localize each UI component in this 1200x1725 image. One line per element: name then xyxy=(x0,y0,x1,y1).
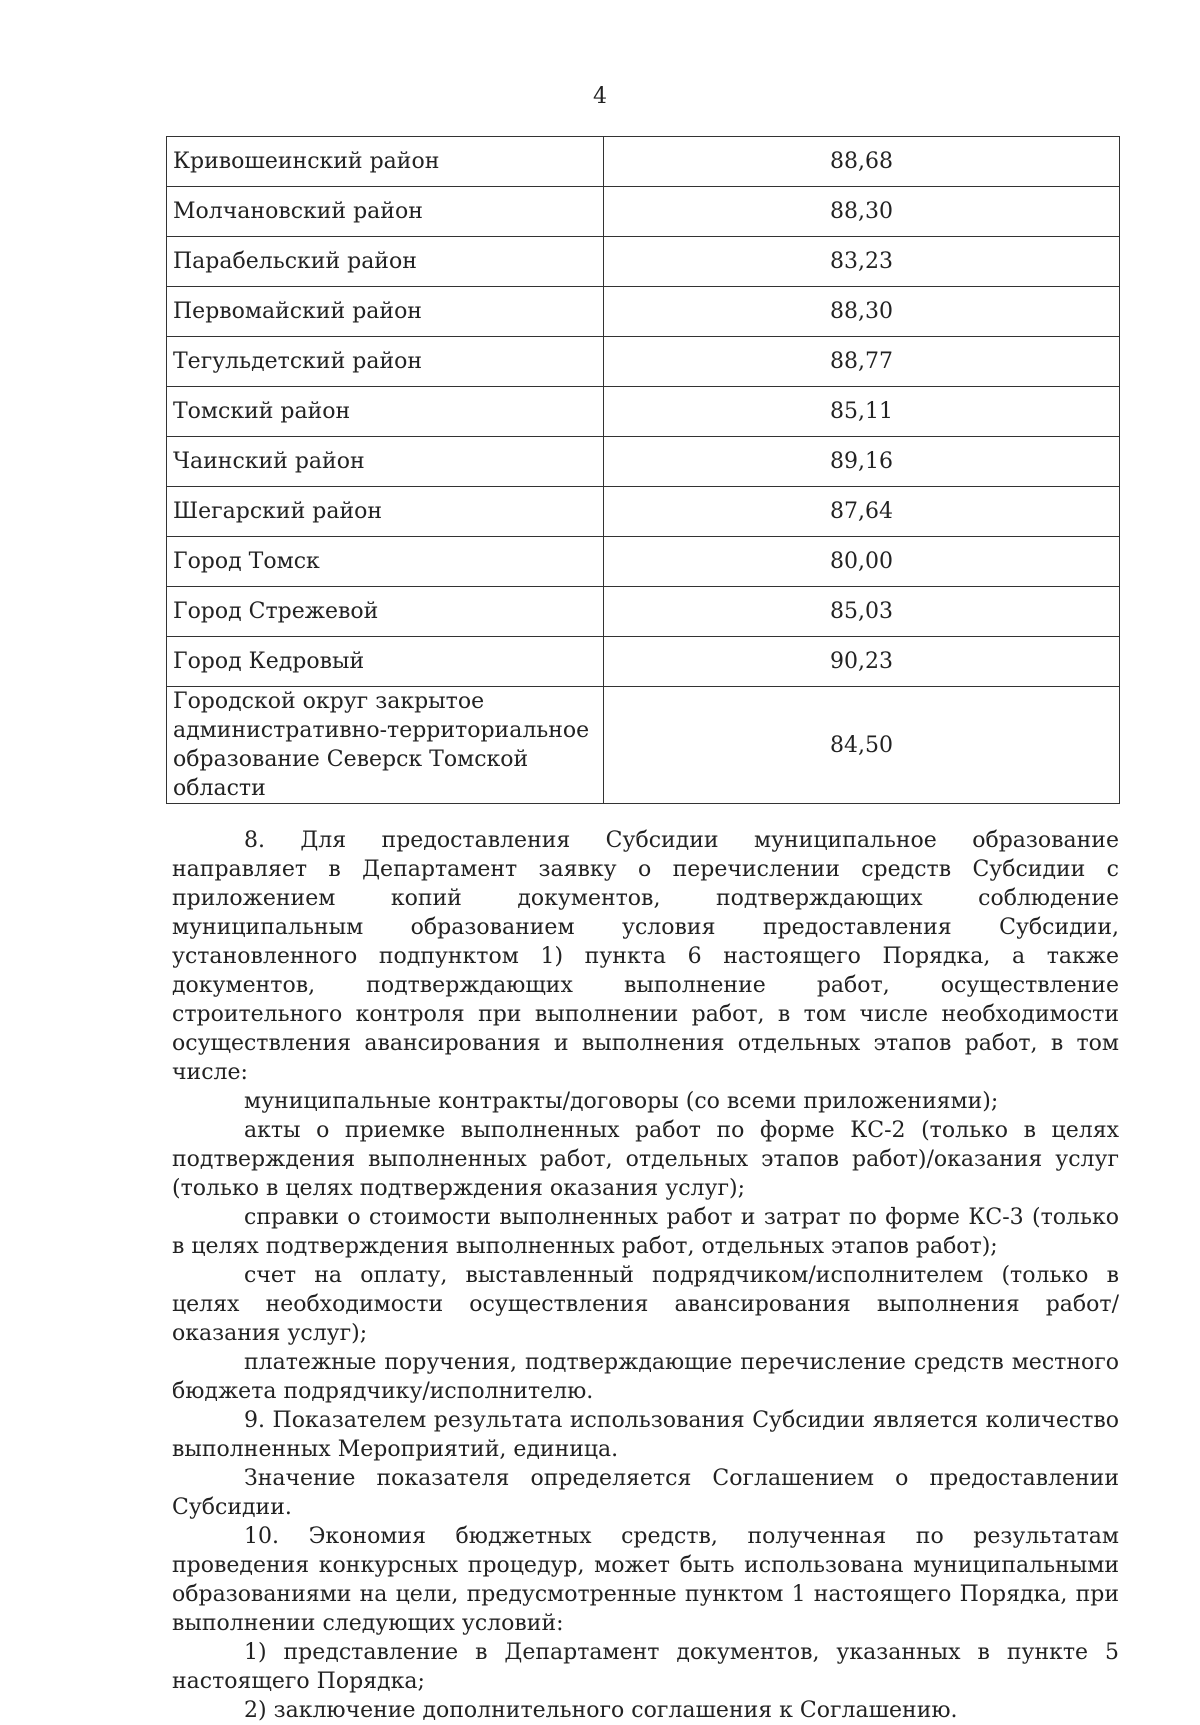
list-item: платежные поручения, подтверждающие перечисление средств местного бюджета подрядчику/исполнителю. xyxy=(172,1350,1119,1404)
district-value: 88,77 xyxy=(604,337,1120,387)
paragraph: Значение показателя определяется Соглашением о предоставлении Субсидии. xyxy=(172,1466,1119,1520)
district-value: 85,03 xyxy=(604,587,1120,637)
district-name: Городской округ закрытое административно-территориальное образование Северск Томской области xyxy=(167,687,604,804)
table-row xyxy=(167,387,1120,437)
list-item: 2) заключение дополнительного соглашения к Соглашению. xyxy=(244,1698,958,1723)
district-name: Чаинский район xyxy=(167,437,604,487)
table-row xyxy=(167,337,1120,387)
district-value: 80,00 xyxy=(604,537,1120,587)
district-name: Тегульдетский район xyxy=(167,337,604,387)
district-name: Город Кедровый xyxy=(167,637,604,687)
district-name: Кривошеинский район xyxy=(167,137,604,187)
district-value: 83,23 xyxy=(604,237,1120,287)
table-row xyxy=(167,637,1120,687)
district-value: 88,30 xyxy=(604,287,1120,337)
district-name: Город Томск xyxy=(167,537,604,587)
district-name: Томский район xyxy=(167,387,604,437)
district-value: 88,68 xyxy=(604,137,1120,187)
list-item: акты о приемке выполненных работ по форме КС-2 (только в целях подтверждения выполненных работ, отдельных этапов работ)/оказания услуг (только в целях подтверждения оказания услуг); xyxy=(172,1118,1119,1201)
district-name: Город Стрежевой xyxy=(167,587,604,637)
table-row xyxy=(167,137,1120,187)
district-value: 90,23 xyxy=(604,637,1120,687)
district-value: 85,11 xyxy=(604,387,1120,437)
paragraph-10: 10. Экономия бюджетных средств, полученная по результатам проведения конкурсных процедур, может быть использована муниципальными образованиями на цели, предусмотренные пунктом 1 настоящего Порядка, при выполнении следующих условий: xyxy=(172,1524,1119,1636)
paragraph-9: 9. Показателем результата использования Субсидии является количество выполненных Мероприятий, единица. xyxy=(172,1408,1119,1462)
district-name: Шегарский район xyxy=(167,487,604,537)
table-row xyxy=(167,437,1120,487)
table-row xyxy=(167,587,1120,637)
district-name: Первомайский район xyxy=(167,287,604,337)
list-item: справки о стоимости выполненных работ и затрат по форме КС-3 (только в целях подтверждения выполненных работ, отдельных этапов работ); xyxy=(172,1205,1119,1259)
table-row xyxy=(167,537,1120,587)
body-text xyxy=(172,826,1119,1725)
paragraph-8: 8. Для предоставления Субсидии муниципальное образование направляет в Департамент заявку о перечислении средств Субсидии с приложением копий документов, подтверждающих соблюдение муниципальным образованием условия предоставления Субсидии, установленного подпунктом 1) пункта 6 настоящего Порядка, а также документов, подтверждающих выполнение работ, осуществление строительного контроля при выполнении работ, в том числе необходимости осуществления авансирования и выполнения отдельных этапов работ, в том числе: xyxy=(172,828,1119,1085)
table-row xyxy=(167,687,1120,804)
district-value: 87,64 xyxy=(604,487,1120,537)
district-value: 89,16 xyxy=(604,437,1120,487)
district-name: Парабельский район xyxy=(167,237,604,287)
table-row xyxy=(167,187,1120,237)
district-name: Молчановский район xyxy=(167,187,604,237)
districts-table xyxy=(166,136,1120,804)
list-item: счет на оплату, выставленный подрядчиком/исполнителем (только в целях необходимости осуществления авансирования выполнения работ/оказания услуг); xyxy=(172,1263,1119,1346)
district-value: 84,50 xyxy=(604,687,1120,804)
table-row xyxy=(167,237,1120,287)
table-row xyxy=(167,487,1120,537)
list-item: 1) представление в Департамент документов, указанных в пункте 5 настоящего Порядка; xyxy=(172,1640,1119,1694)
page-number: 4 xyxy=(593,84,607,109)
list-item: муниципальные контракты/договоры (со всеми приложениями); xyxy=(244,1089,999,1114)
table-row xyxy=(167,287,1120,337)
district-value: 88,30 xyxy=(604,187,1120,237)
